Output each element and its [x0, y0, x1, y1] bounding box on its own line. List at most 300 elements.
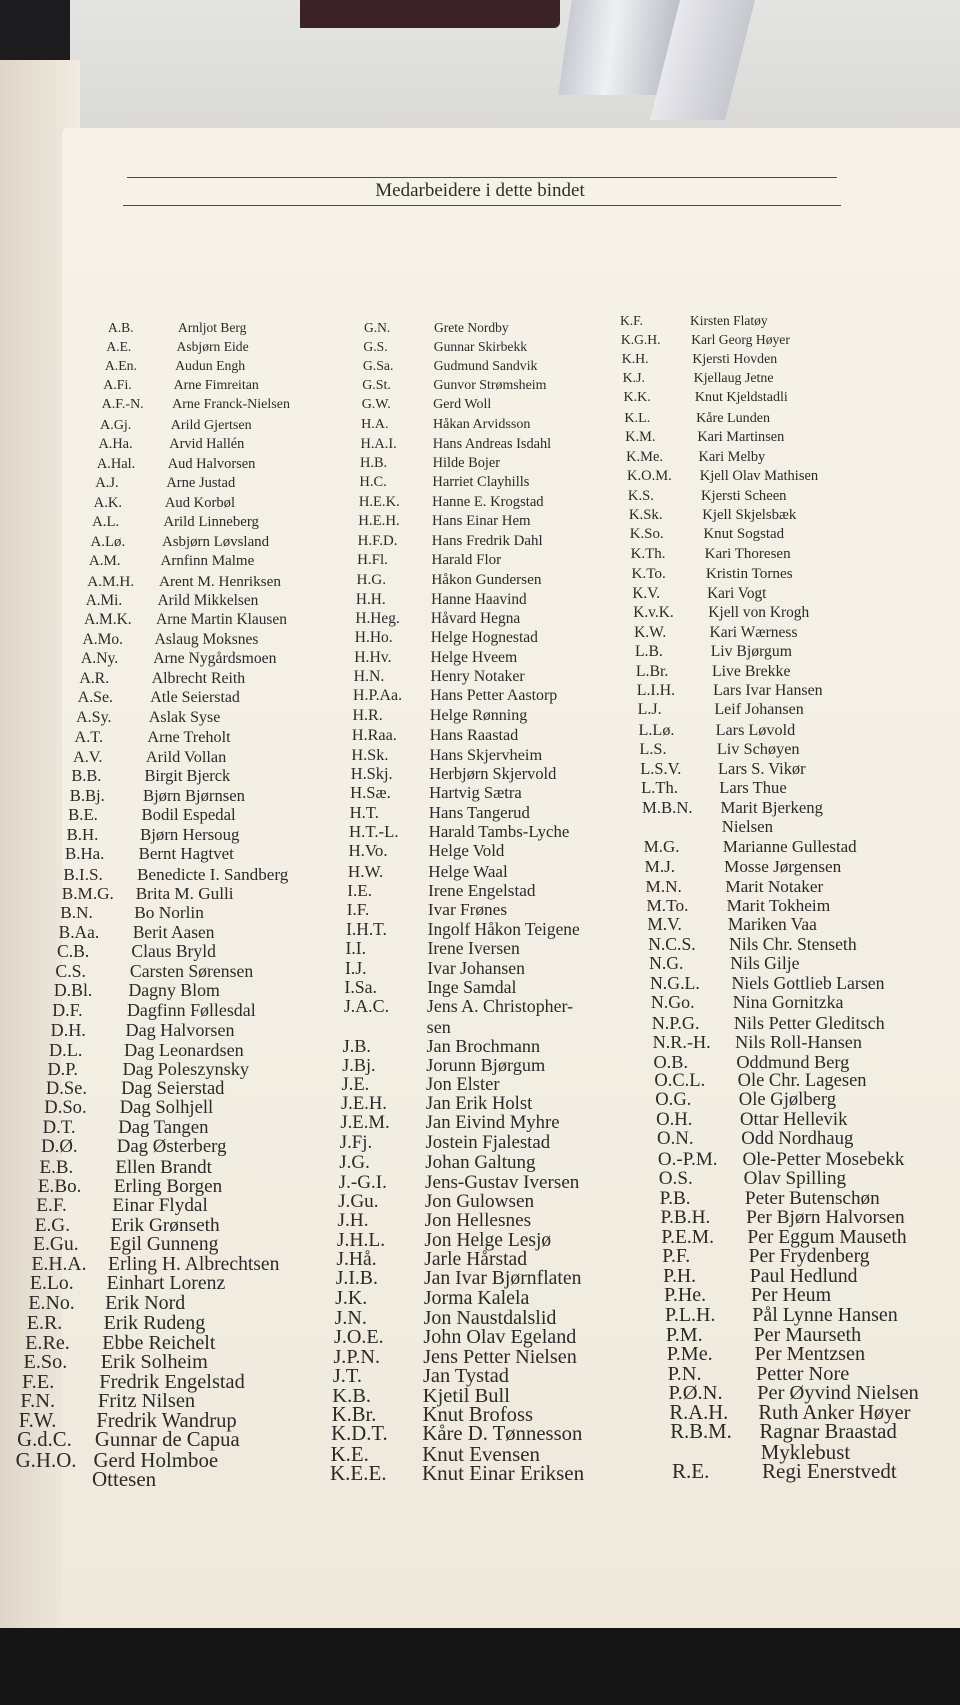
contributor-name: Knut Kjeldstadli	[694, 390, 788, 406]
contributor-initials: A.K.	[93, 494, 123, 511]
contributor-name: Bernt Hagtvet	[138, 844, 234, 864]
contributor-name: Arne Franck-Nielsen	[172, 397, 290, 413]
contributor-name: Arild Vollan	[145, 746, 227, 766]
contributor-name: Jan Tystad	[423, 1365, 509, 1388]
contributor-initials: A.J.	[95, 475, 119, 492]
contributor-initials: J.I.B.	[335, 1267, 378, 1290]
page-header-title: Medarbeidere i dette bindet	[375, 180, 585, 201]
contributor-name: Asbjørn Løvsland	[161, 533, 270, 550]
contributor-name: Kjell Olav Mathisen	[699, 468, 819, 485]
contributor-initials: B.Aa.	[58, 921, 100, 942]
contributor-name: Claus Bryld	[131, 941, 216, 962]
contributor-initials: M.G.	[643, 836, 680, 856]
contributor-name: Jarle Hårstad	[424, 1248, 528, 1270]
contributor-name: Benedicte I. Sandberg	[137, 864, 289, 884]
contributor-initials: C.S.	[55, 960, 86, 981]
contributor-name: Nina Gornitzka	[732, 992, 844, 1013]
contributor-name: Olav Spilling	[743, 1168, 847, 1190]
contributor-initials: I.I.	[345, 938, 367, 959]
contributor-initials: L.J.	[637, 701, 662, 719]
contributor-name: Erik Grønseth	[110, 1214, 220, 1236]
contributor-name: Dag Tangen	[118, 1116, 209, 1138]
contributor-initials: A.V.	[72, 746, 103, 766]
contributor-initials: G.St.	[362, 377, 391, 393]
contributor-initials: A.M.H.	[87, 572, 135, 590]
table-surface	[0, 1628, 960, 1705]
contributor-initials: K.S.	[627, 487, 654, 504]
contributor-name: Hans Petter Aastorp	[430, 687, 558, 705]
contributor-initials: E.F.	[36, 1195, 67, 1217]
contributor-initials: H.Hv.	[354, 648, 392, 666]
contributor-initials: J.O.E.	[334, 1326, 384, 1349]
contributor-name: Knut Sogstad	[703, 526, 785, 543]
contributor-initials: L.S.V.	[640, 758, 682, 778]
contributor-name: Harald Tambs-Lyche	[428, 821, 570, 841]
contributor-initials: A.T.	[74, 728, 104, 747]
contributor-name: Leif Johansen	[714, 701, 804, 719]
contributor-name: Erik Solheim	[100, 1351, 208, 1374]
contributor-initials: K.M.	[625, 429, 656, 446]
contributor-name: Kåre Lunden	[696, 409, 771, 426]
contributor-initials: A.Sy.	[76, 708, 112, 726]
contributor-initials: N.G.	[649, 953, 684, 974]
contributor-name: Gunnar Skirbekk	[433, 338, 528, 354]
contributor-name: Jens Petter Nielsen	[423, 1345, 577, 1368]
contributor-initials: E.G.	[34, 1214, 71, 1236]
contributor-name: Jan Brochmann	[426, 1035, 541, 1056]
contributor-name: Jens-Gustav Iversen	[425, 1171, 580, 1193]
contributor-name: Gunnar de Capua	[94, 1429, 240, 1452]
contributor-name: Peter Butenschøn	[744, 1187, 880, 1209]
contributor-initials: A.Ha.	[98, 436, 133, 453]
contributor-name: Dag Poleszynsky	[122, 1059, 250, 1080]
contributor-initials: M.To.	[646, 895, 689, 915]
contributor-name: Ottesen	[92, 1467, 157, 1491]
contributor-name: Hanne E. Krogstad	[432, 493, 544, 510]
contributor-name: Hans Einar Hem	[431, 513, 531, 530]
contributor-initials: A.Mo.	[82, 630, 123, 648]
contributor-initials: K.B.	[332, 1384, 372, 1407]
contributor-initials: N.G.L.	[649, 972, 700, 993]
contributor-initials: R.B.M.	[670, 1421, 732, 1444]
contributor-initials: E.B.	[39, 1156, 74, 1178]
contributor-name: Arne Justad	[166, 475, 236, 492]
contributor-name: Helge Hveem	[430, 648, 518, 666]
contributor-name: Inge Samdal	[427, 976, 517, 997]
contributor-name: Håkon Gundersen	[431, 571, 542, 589]
contributor-initials: F.N.	[20, 1390, 56, 1413]
contributor-name: Marit Notaker	[725, 876, 824, 896]
contributor-initials: A.B.	[108, 319, 134, 335]
contributor-name: Paul Hedlund	[749, 1264, 858, 1287]
contributor-name: Arild Mikkelsen	[157, 592, 259, 610]
contributor-initials: M.V.	[647, 914, 682, 935]
contributor-name: Henry Notaker	[430, 668, 525, 686]
contributor-initials: K.K.	[623, 390, 651, 406]
contributor-name: Bjørn Bjørnsen	[143, 785, 245, 805]
contributor-name: Berit Aasen	[132, 921, 215, 942]
contributor-name: Kari Thoresen	[704, 545, 791, 562]
contributor-name: Dagny Blom	[128, 980, 220, 1001]
contributor-name: Helge Hognestad	[430, 629, 538, 647]
contributor-name: Nielsen	[721, 817, 773, 837]
contributor-name: Petter Nore	[755, 1362, 850, 1385]
contributor-initials: B.Ha.	[64, 844, 105, 864]
contributor-initials: E.Bo.	[37, 1176, 82, 1197]
contributor-name: Marit Tokheim	[726, 895, 831, 915]
contributor-name: Per Maurseth	[753, 1323, 862, 1346]
contributor-initials: D.T.	[42, 1116, 76, 1138]
contributor-initials: H.Sk.	[351, 744, 389, 764]
contributor-initials: R.A.H.	[669, 1401, 729, 1424]
contributor-initials: H.Skj.	[350, 763, 393, 783]
contributor-name: Knut Brofoss	[422, 1403, 534, 1426]
contributor-name: Jon Naustdalslid	[423, 1307, 557, 1330]
contributor-initials: N.Go.	[650, 992, 695, 1013]
contributor-initials: G.d.C.	[17, 1429, 72, 1452]
contributor-name: Helge Vold	[428, 841, 505, 861]
contributor-name: Bo Norlin	[134, 903, 204, 923]
contributor-name: Arild Gjertsen	[170, 416, 252, 433]
contributor-name: Einhart Lorenz	[106, 1272, 226, 1295]
contributor-name: Ivar Johansen	[427, 957, 526, 978]
contributor-name: Arne Martin Klausen	[156, 611, 287, 629]
contributor-name: Lars Ivar Hansen	[713, 682, 823, 700]
contributor-initials: K.D.T.	[331, 1423, 388, 1446]
contributor-initials: J.T.	[332, 1365, 362, 1388]
contributor-initials: H.P.Aa.	[353, 687, 403, 705]
contributor-initials: J.G.	[339, 1152, 370, 1174]
contributor-initials: J.H.	[337, 1210, 369, 1232]
book-on-desk	[300, 0, 560, 28]
contributor-initials: G.Sa.	[362, 358, 394, 374]
contributor-name: Asbjørn Eide	[176, 338, 249, 354]
contributor-name: Bodil Espedal	[141, 805, 236, 825]
contributor-name: Dag Leonardsen	[124, 1039, 244, 1060]
contributor-name: Kari Martinsen	[697, 429, 785, 446]
contributor-initials: H.E.H.	[358, 513, 400, 530]
contributor-initials: J.B.	[342, 1035, 371, 1056]
contributor-name: Kari Wærness	[709, 623, 798, 641]
contributor-initials: H.T.	[349, 802, 379, 822]
contributor-name: Brita M. Gulli	[135, 884, 234, 904]
contributor-initials: J.Hå.	[336, 1248, 377, 1270]
contributor-initials: O.C.L.	[654, 1071, 706, 1092]
contributor-name: Hans Raastad	[429, 726, 519, 745]
contributor-name: Per Heum	[751, 1283, 832, 1306]
contributor-name: Lars Løvold	[715, 720, 796, 739]
contributor-initials: A.F.-N.	[101, 397, 144, 413]
contributor-initials: P.M.	[665, 1323, 703, 1346]
contributor-name: Jan Eivind Myhre	[425, 1112, 560, 1134]
contributor-initials: E.Lo.	[29, 1272, 74, 1295]
contributor-initials: K.W.	[634, 623, 667, 641]
contributor-name: Jens A. Christopher-	[426, 996, 574, 1017]
contributor-name: Kjersti Hovden	[692, 351, 778, 367]
contributor-initials: K.L.	[624, 409, 651, 426]
contributor-initials: N.P.G.	[651, 1012, 700, 1033]
contributor-name: Arne Treholt	[147, 728, 231, 747]
contributor-name: Kjersti Scheen	[700, 487, 787, 504]
contributor-initials: B.N.	[60, 903, 93, 923]
contributor-initials: H.Fl.	[357, 551, 388, 568]
contributor-initials: O.-P.M.	[657, 1148, 718, 1170]
contributor-name: Ragnar Braastad	[759, 1421, 897, 1444]
contributor-name: Dag Østerberg	[116, 1136, 227, 1158]
contributor-name: Audun Engh	[175, 358, 246, 374]
contributor-initials: H.R.	[352, 706, 383, 724]
contributor-name: Grete Nordby	[434, 319, 509, 335]
contributor-initials: L.B.	[634, 643, 663, 661]
contributor-name: Ebbe Reichelt	[102, 1331, 216, 1354]
contributor-name: Helge Waal	[428, 861, 508, 881]
contributor-name: Herbjørn Skjervold	[429, 763, 557, 783]
contributor-initials: I.Sa.	[344, 976, 377, 997]
contributor-initials: H.A.I.	[360, 435, 397, 452]
contributor-name: Jan Erik Holst	[425, 1093, 533, 1115]
contributor-initials: O.S.	[658, 1168, 693, 1190]
contributor-name: John Olav Egeland	[423, 1326, 577, 1349]
contributor-initials: G.N.	[364, 319, 391, 335]
contributor-initials: A.Ny.	[80, 650, 119, 668]
contributor-initials: B.E.	[68, 805, 98, 825]
contributor-name: Aslak Syse	[148, 708, 221, 726]
contributor-initials: H.Ho.	[354, 629, 393, 647]
contributor-initials: O.N.	[657, 1128, 694, 1150]
contributor-initials: M.J.	[644, 857, 676, 877]
contributor-name: Helge Rønning	[429, 706, 528, 724]
contributor-name: Liv Schøyen	[716, 739, 800, 759]
contributor-initials: H.Heg.	[355, 609, 400, 627]
contributor-initials: G.S.	[363, 338, 388, 354]
contributor-initials: P.F.	[662, 1246, 691, 1268]
contributor-name: Mariken Vaa	[727, 914, 817, 935]
contributor-initials: K.Br.	[331, 1403, 377, 1426]
contributor-initials: K.H.	[621, 351, 649, 367]
contributor-initials: O.H.	[656, 1108, 693, 1130]
contributor-initials: I.J.	[344, 957, 367, 978]
contributor-name: Harald Flor	[431, 551, 502, 568]
contributor-name: Jostein Fjalestad	[425, 1131, 551, 1153]
contributor-name: Fredrik Engelstad	[99, 1370, 245, 1393]
contributor-initials: A.Fi.	[103, 377, 132, 393]
contributor-initials: I.F.	[346, 900, 370, 920]
contributor-name: Jan Ivar Bjørnflaten	[424, 1267, 582, 1290]
contributor-initials: D.H.	[50, 1020, 86, 1041]
contributor-initials: H.F.D.	[357, 532, 398, 549]
contributor-name: Ole-Petter Mosebekk	[742, 1148, 905, 1170]
contributor-initials: H.N.	[353, 668, 385, 686]
contributor-name: Gerd Woll	[433, 396, 492, 412]
contributor-initials: E.No.	[28, 1291, 75, 1314]
contributor-initials: R.E.	[672, 1459, 710, 1483]
contributor-initials: C.B.	[57, 941, 90, 962]
contributor-name: Nils Gilje	[730, 953, 800, 974]
contributor-name: Jon Gulowsen	[424, 1190, 535, 1212]
contributor-initials: J.Fj.	[339, 1131, 373, 1153]
contributor-initials: P.Me.	[666, 1343, 713, 1366]
contributor-initials: H.B.	[359, 455, 388, 472]
contributor-initials: P.B.H.	[660, 1207, 711, 1229]
contributor-name: Fredrik Wandrup	[96, 1409, 237, 1432]
contributor-initials: N.C.S.	[648, 933, 696, 954]
contributor-name: Per Bjørn Halvorsen	[746, 1207, 905, 1229]
contributor-name: Kjellaug Jetne	[693, 370, 774, 386]
contributor-initials: A.M.K.	[84, 611, 132, 629]
contributor-initials: A.Mi.	[85, 592, 123, 610]
contributor-name: Bjørn Hersoug	[140, 824, 240, 844]
contributor-initials: A.Se.	[77, 689, 114, 707]
contributor-initials: M.N.	[645, 876, 682, 896]
contributor-initials: E.R.	[26, 1312, 63, 1335]
contributor-initials: O.B.	[653, 1051, 689, 1072]
contributor-name: Håvard Hegna	[430, 609, 521, 627]
contributor-initials: G.H.O.	[15, 1447, 77, 1472]
contributor-name: Erik Nord	[105, 1291, 186, 1314]
contributor-name: Harriet Clayhills	[432, 474, 530, 491]
contributor-initials: P.Ø.N.	[668, 1382, 723, 1405]
header-rule-top	[127, 177, 837, 178]
contributor-initials: L.Th.	[641, 778, 679, 798]
contributor-name: Lars S. Vikør	[718, 758, 806, 778]
contributor-name: Erling H. Albrechtsen	[108, 1253, 280, 1275]
contributor-initials: D.Ø.	[41, 1136, 78, 1158]
contributor-name: Dagfinn Føllesdal	[126, 999, 256, 1020]
contributor-name: Kristin Tornes	[705, 565, 793, 583]
contributor-name: Hans Skjervheim	[429, 744, 543, 764]
contributor-name: Per Mentzsen	[754, 1343, 866, 1366]
contributor-initials: J.E.M.	[340, 1112, 390, 1134]
contributor-initials: N.R.-H.	[652, 1032, 711, 1053]
contributor-name: Hans Andreas Isdahl	[432, 435, 552, 452]
contributor-name: Ruth Anker Høyer	[758, 1401, 911, 1424]
contributor-name: Gerd Holmboe	[93, 1447, 219, 1472]
contributor-initials: J.P.N.	[333, 1345, 381, 1368]
contributor-name: Regi Enerstvedt	[762, 1459, 897, 1483]
contributor-name: Nils Roll-Hansen	[735, 1032, 862, 1053]
contributor-initials: I.H.T.	[346, 918, 387, 939]
contributor-initials: B.I.S.	[63, 864, 103, 884]
contributor-initials: H.Vo.	[348, 841, 388, 861]
contributor-initials: P.H.	[663, 1264, 696, 1287]
contributor-initials: E.H.A.	[31, 1253, 87, 1275]
contributor-name: Ivar Frønes	[427, 900, 508, 920]
contributor-name: Liv Bjørgum	[710, 643, 792, 661]
contributor-name: Arne Nygårdsmoen	[153, 650, 277, 668]
contributor-name: Kjell Skjelsbæk	[702, 506, 797, 523]
contributor-initials: H.C.	[359, 474, 387, 491]
contributor-initials: P.E.M.	[661, 1226, 714, 1248]
contributor-name: Johan Galtung	[425, 1152, 536, 1174]
contributor-name: Hartvig Sætra	[429, 783, 522, 803]
contributor-initials: K.Me.	[626, 448, 663, 465]
contributor-initials: K.G.H.	[620, 331, 661, 347]
contributor-name: Knut Evensen	[422, 1441, 540, 1466]
contributor-initials: J.H.L.	[336, 1229, 386, 1251]
contributor-name: Ole Gjølberg	[738, 1089, 837, 1111]
contributor-initials: A.R.	[79, 669, 110, 687]
contributor-name: sen	[426, 1016, 451, 1037]
contributor-initials: A.Lø.	[90, 533, 126, 550]
contributor-initials: G.W.	[361, 396, 391, 412]
contributor-initials: L.I.H.	[636, 682, 676, 700]
contributor-name: Kirsten Flatøy	[690, 312, 768, 328]
contributor-initials: D.Se.	[45, 1078, 87, 1099]
contributor-initials: L.S.	[639, 739, 667, 759]
contributor-initials: D.F.	[52, 999, 83, 1020]
contributor-initials: L.Br.	[635, 662, 669, 680]
contributor-initials: F.W.	[18, 1409, 57, 1432]
contributor-initials: J.-G.I.	[338, 1171, 387, 1193]
contributor-name: Aud Halvorsen	[167, 455, 256, 472]
contributor-name: Arvid Hallén	[169, 436, 245, 453]
contributor-name: Arild Linneberg	[163, 514, 259, 531]
contributor-name: Per Frydenberg	[748, 1246, 870, 1268]
contributor-name: Jorma Kalela	[423, 1286, 530, 1309]
contributor-name: Hans Fredrik Dahl	[431, 532, 543, 549]
contributor-initials: K.To.	[631, 565, 666, 583]
contributor-initials: B.B.	[71, 766, 102, 786]
contributor-initials: K.So.	[629, 526, 664, 543]
contributor-name: Gudmund Sandvik	[433, 358, 538, 374]
contributor-initials: A.L.	[92, 514, 120, 531]
contributor-initials: D.Bl.	[53, 980, 93, 1001]
contributor-name: Marianne Gullestad	[722, 836, 857, 856]
contributor-initials: B.Bj.	[69, 785, 105, 805]
contributor-name: Atle Seierstad	[150, 689, 240, 707]
contributor-name: Odd Nordhaug	[741, 1128, 854, 1150]
contributor-initials: D.So.	[44, 1097, 87, 1119]
contributor-name: Live Brekke	[711, 662, 791, 680]
contributor-name: Nils Chr. Stenseth	[729, 933, 857, 954]
contributor-initials: L.Lø.	[638, 720, 675, 739]
contributor-initials: K.E.E.	[330, 1461, 387, 1485]
contributor-initials: D.P.	[47, 1059, 78, 1080]
contributor-initials: J.A.C.	[343, 996, 390, 1017]
contributor-name: Carsten Sørensen	[129, 960, 254, 981]
contributor-initials: J.E.	[341, 1074, 370, 1095]
contributor-name: Hans Tangerud	[428, 802, 530, 822]
contributor-name: Lars Thue	[719, 778, 787, 798]
contributor-initials: A.E.	[106, 338, 132, 354]
contributor-name: Kari Melby	[698, 448, 766, 465]
contributor-name: Jon Elster	[426, 1074, 500, 1095]
contributor-initials: J.K.	[335, 1286, 368, 1309]
contributor-name: Erik Rudeng	[103, 1312, 206, 1335]
contributor-initials: H.H.	[355, 590, 386, 608]
contributor-name: Arnljot Berg	[178, 319, 247, 335]
contributor-initials: K.Sk.	[628, 506, 663, 523]
contributor-initials: K.Th.	[630, 545, 666, 562]
contributor-initials: H.A.	[361, 416, 389, 433]
contributor-initials: K.E.	[330, 1441, 369, 1466]
contributor-initials: P.B.	[659, 1187, 691, 1209]
contributor-name: Oddmund Berg	[736, 1051, 850, 1072]
contributor-name: Ottar Hellevik	[740, 1108, 848, 1130]
contributor-initials: K.F.	[620, 312, 643, 328]
contributor-name: Gunvor Strømsheim	[433, 377, 547, 393]
contributor-initials: P.N.	[667, 1362, 702, 1385]
contributor-initials: F.E.	[21, 1370, 55, 1393]
contributor-initials: A.M.	[88, 553, 121, 570]
contributor-initials: A.Hal.	[96, 455, 136, 472]
contributor-name: Jon Helge Lesjø	[424, 1229, 552, 1251]
contributor-name: Kåre D. Tønnesson	[422, 1423, 583, 1446]
contributor-initials: H.Raa.	[351, 726, 397, 745]
contributor-name: Håkan Arvidsson	[432, 416, 531, 433]
contributor-name: Egil Gunneng	[109, 1234, 219, 1256]
contributor-initials: B.H.	[66, 824, 99, 844]
